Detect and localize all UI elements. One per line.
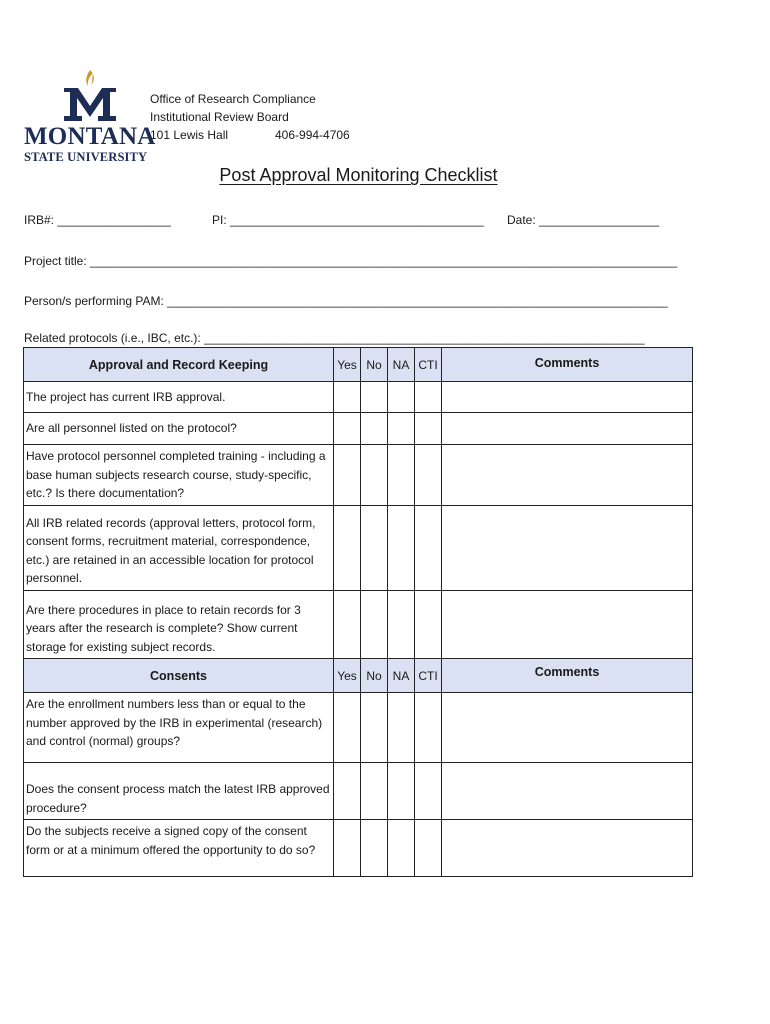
no-cell[interactable] (361, 820, 388, 877)
cti-cell[interactable] (415, 590, 442, 659)
section-heading: Consents (24, 659, 334, 693)
office-phone: 406-994-4706 (275, 128, 350, 142)
no-cell[interactable] (361, 693, 388, 763)
yes-cell[interactable] (334, 763, 361, 820)
no-cell[interactable] (361, 505, 388, 590)
date-field[interactable]: Date: __________________ (507, 213, 660, 227)
comments-cell[interactable] (442, 445, 693, 506)
na-cell[interactable] (388, 763, 415, 820)
irb-number-field[interactable]: IRB#: _________________ (24, 213, 171, 227)
office-line-1: Office of Research Compliance (150, 92, 316, 106)
pi-field[interactable]: PI: ______________________________________ (212, 213, 484, 227)
section-header-row (24, 348, 693, 382)
question-text: All IRB related records (approval letters, protocol form, consent forms, recruitment material, correspondence, etc.) are retained in an accessible location for protocol personnel. (24, 505, 334, 590)
table-row (24, 820, 693, 877)
cti-cell[interactable] (415, 693, 442, 763)
question-text: Does the consent process match the latest IRB approved procedure? (24, 763, 334, 820)
na-cell[interactable] (388, 445, 415, 506)
no-cell[interactable] (361, 413, 388, 445)
question-text: Are the enrollment numbers less than or equal to the number approved by the IRB in experimental (research) and control (normal) groups? (24, 693, 334, 763)
cti-cell[interactable] (415, 445, 442, 506)
related-protocols-field[interactable]: Related protocols (i.e., IBC, etc.): __________________________________________________________________ (24, 331, 645, 345)
col-na: NA (388, 659, 415, 693)
question-text: The project has current IRB approval. (24, 382, 334, 413)
col-cti: CTI (415, 348, 442, 382)
na-cell[interactable] (388, 413, 415, 445)
section-heading: Approval and Record Keeping (24, 348, 334, 382)
cti-cell[interactable] (415, 763, 442, 820)
logo-wordmark: MONTANA (24, 123, 156, 150)
comments-cell[interactable] (442, 693, 693, 763)
question-text: Have protocol personnel completed training - including a base human subjects research course, study-specific, etc.? Is there documentation? (24, 445, 334, 506)
project-title-field[interactable]: Project title: ________________________________________________________________________________________ (24, 254, 678, 268)
col-no: No (361, 348, 388, 382)
table-row (24, 505, 693, 590)
comments-cell[interactable] (442, 505, 693, 590)
msu-m-icon (60, 68, 120, 124)
na-cell[interactable] (388, 590, 415, 659)
na-cell[interactable] (388, 693, 415, 763)
question-text: Are there procedures in place to retain records for 3 years after the research is complete? Show current storage for existing subject records. (24, 590, 334, 659)
office-line-2: Institutional Review Board (150, 110, 289, 124)
col-comments: Comments (442, 348, 693, 382)
yes-cell[interactable] (334, 413, 361, 445)
section-header-row (24, 659, 693, 693)
persons-performing-pam-field[interactable]: Person/s performing PAM: ___________________________________________________________________________ (24, 294, 668, 308)
na-cell[interactable] (388, 382, 415, 413)
page-title: Post Approval Monitoring Checklist (219, 165, 498, 185)
table-row (24, 382, 693, 413)
table-row (24, 763, 693, 820)
office-info (150, 90, 350, 144)
no-cell[interactable] (361, 382, 388, 413)
no-cell[interactable] (361, 445, 388, 506)
comments-cell[interactable] (442, 763, 693, 820)
table-row (24, 445, 693, 506)
yes-cell[interactable] (334, 505, 361, 590)
cti-cell[interactable] (415, 505, 442, 590)
na-cell[interactable] (388, 820, 415, 877)
cti-cell[interactable] (415, 413, 442, 445)
cti-cell[interactable] (415, 382, 442, 413)
office-address-row (150, 126, 350, 144)
table-row (24, 693, 693, 763)
office-address: 101 Lewis Hall (150, 128, 229, 142)
checklist-table (23, 347, 693, 877)
comments-cell[interactable] (442, 820, 693, 877)
col-yes: Yes (334, 659, 361, 693)
yes-cell[interactable] (334, 820, 361, 877)
comments-cell[interactable] (442, 413, 693, 445)
yes-cell[interactable] (334, 445, 361, 506)
question-text: Do the subjects receive a signed copy of the consent form or at a minimum offered the opportunity to do so? (24, 820, 334, 877)
yes-cell[interactable] (334, 693, 361, 763)
col-cti: CTI (415, 659, 442, 693)
table-row (24, 413, 693, 445)
table-row (24, 590, 693, 659)
col-no: No (361, 659, 388, 693)
yes-cell[interactable] (334, 590, 361, 659)
na-cell[interactable] (388, 505, 415, 590)
comments-cell[interactable] (442, 382, 693, 413)
logo-subtitle: STATE UNIVERSITY (24, 150, 148, 164)
col-yes: Yes (334, 348, 361, 382)
col-comments: Comments (442, 659, 693, 693)
question-text: Are all personnel listed on the protocol? (24, 413, 334, 445)
yes-cell[interactable] (334, 382, 361, 413)
no-cell[interactable] (361, 590, 388, 659)
cti-cell[interactable] (415, 820, 442, 877)
no-cell[interactable] (361, 763, 388, 820)
comments-cell[interactable] (442, 590, 693, 659)
msu-logo (24, 68, 156, 168)
col-na: NA (388, 348, 415, 382)
